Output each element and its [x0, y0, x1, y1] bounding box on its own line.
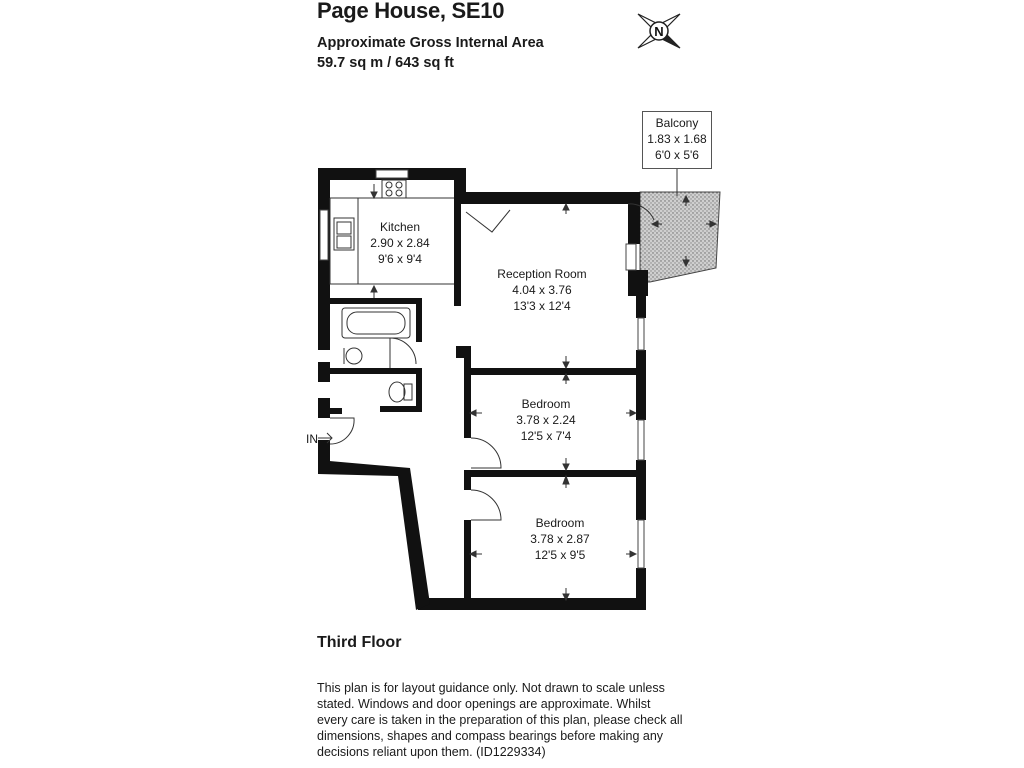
disclaimer-line: dimensions, shapes and compass bearings before making any	[317, 729, 664, 743]
disclaimer-line: stated. Windows and door openings are approximate. Whilst	[317, 697, 651, 711]
disclaimer-line: every care is taken in the preparation of this plan, please check all	[317, 713, 683, 727]
kitchen-label	[360, 219, 440, 267]
reception-label	[482, 266, 602, 314]
bedroom1-label	[504, 396, 588, 444]
balcony-area	[640, 192, 720, 282]
balcony-metric: 1.83 x 1.68	[647, 132, 707, 146]
bedroom1-imperial: 12'5 x 7'4	[520, 429, 572, 443]
kitchen-metric: 2.90 x 2.84	[370, 236, 430, 250]
reception-name: Reception Room	[497, 267, 587, 281]
compass-north-label: N	[654, 24, 664, 39]
floor-label: Third Floor	[317, 634, 402, 651]
balcony-imperial: 6'0 x 5'6	[655, 148, 699, 162]
bedroom2-label	[518, 515, 602, 563]
reception-metric: 4.04 x 3.76	[512, 283, 572, 297]
reception-imperial: 13'3 x 12'4	[513, 299, 571, 313]
kitchen-name: Kitchen	[379, 220, 421, 234]
disclaimer-line: decisions reliant upon them. (ID1229334)	[317, 745, 546, 759]
bathroom-fixtures	[342, 308, 412, 402]
bedroom1-metric: 3.78 x 2.24	[516, 413, 576, 427]
bedroom2-name: Bedroom	[535, 516, 585, 530]
page-title: Page House, SE10	[317, 0, 505, 23]
disclaimer-line: This plan is for layout guidance only. Not drawn to scale unless	[317, 681, 665, 695]
balcony-name: Balcony	[655, 116, 699, 130]
kitchen-imperial: 9'6 x 9'4	[378, 252, 422, 266]
bedroom2-metric: 3.78 x 2.87	[530, 532, 590, 546]
area-value: 59.7 sq m / 643 sq ft	[317, 55, 455, 71]
bedroom1-name: Bedroom	[521, 397, 571, 411]
bedroom2-imperial: 12'5 x 9'5	[534, 548, 586, 562]
entrance-label: IN	[306, 432, 318, 446]
balcony-label	[642, 111, 712, 169]
area-heading: Approximate Gross Internal Area	[317, 35, 544, 51]
disclaimer	[317, 680, 697, 760]
